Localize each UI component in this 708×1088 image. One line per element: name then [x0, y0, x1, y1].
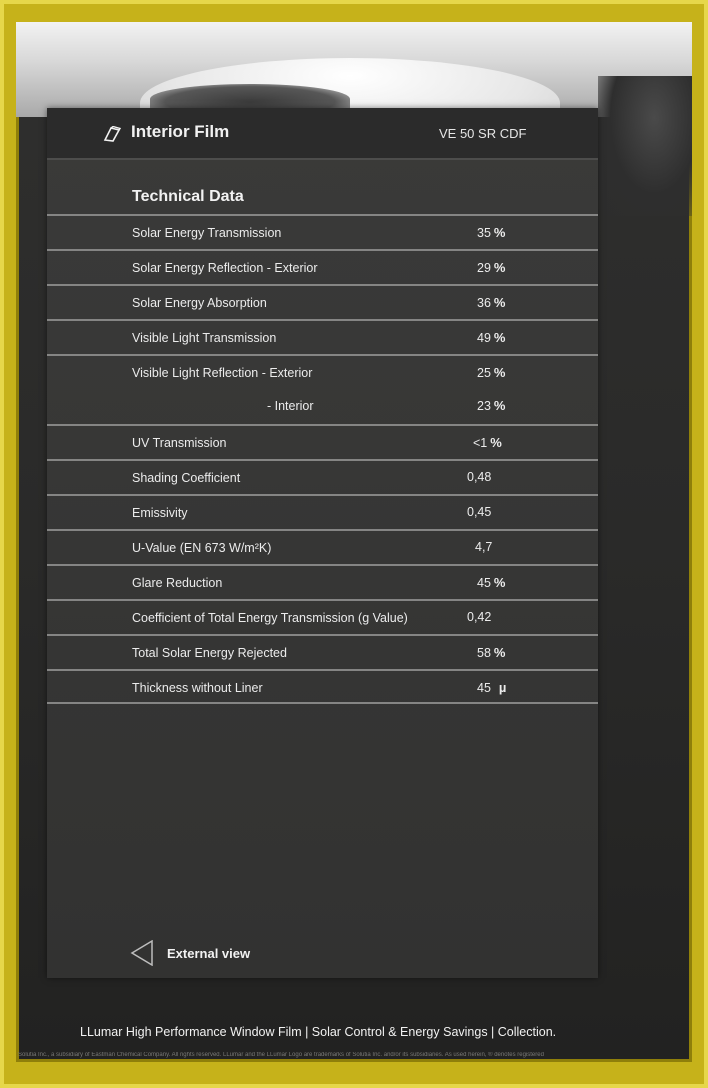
- row-label: Coefficient of Total Energy Transmission (g Value): [132, 611, 408, 625]
- table-row: [47, 284, 598, 319]
- table-row: [47, 249, 598, 284]
- row-label: Solar Energy Transmission: [132, 226, 282, 240]
- row-value: 4,7: [475, 540, 493, 554]
- panel-header: [47, 108, 598, 160]
- footer-tagline: LLumar High Performance Window Film | Solar Control & Energy Savings | Collection.: [80, 1025, 557, 1039]
- table-row: [47, 424, 598, 459]
- film-sheet-icon: [103, 126, 121, 142]
- table-row: [47, 564, 598, 599]
- table-row: [47, 354, 598, 389]
- data-panel: [47, 108, 598, 978]
- row-value: 0,42: [467, 610, 492, 624]
- tree-right-background: [598, 76, 692, 216]
- row-value: 0,48: [467, 470, 492, 484]
- row-label: UV Transmission: [132, 436, 227, 450]
- row-value: 58 %: [477, 645, 506, 660]
- footer-fineprint: Solutia Inc., a subsidiary of Eastman Chemical Company. All rights reserved. LLumar and the LLumar Logo are trademarks of Solutia Inc. and/or its subsidiaries. As used herein, ® denotes registered: [18, 1052, 544, 1058]
- table-row: [47, 319, 598, 354]
- row-label: Visible Light Reflection - Exterior: [132, 366, 313, 380]
- row-value: 29 %: [477, 260, 506, 275]
- row-value: 36 %: [477, 295, 506, 310]
- table-row: [47, 634, 598, 669]
- row-label: - Interior: [267, 399, 314, 413]
- external-view-label: External view: [167, 946, 251, 961]
- table-row: [47, 669, 598, 704]
- table-row: [47, 494, 598, 529]
- table-row: [47, 529, 598, 564]
- table-row: [47, 599, 598, 634]
- row-value: 25 %: [477, 365, 506, 380]
- table-row: [47, 459, 598, 494]
- product-code: VE 50 SR CDF: [439, 126, 527, 141]
- table-row: [47, 214, 598, 249]
- row-value: 0,45: [467, 505, 492, 519]
- row-value: 45 %: [477, 575, 506, 590]
- table-row: [47, 389, 598, 424]
- row-value: 45 µ: [477, 680, 507, 695]
- row-value: 49 %: [477, 330, 506, 345]
- row-value: 35 %: [477, 225, 506, 240]
- row-label: Thickness without Liner: [132, 681, 263, 695]
- row-label: Shading Coefficient: [132, 471, 241, 485]
- row-label: Visible Light Transmission: [132, 331, 277, 345]
- technical-data-table: [47, 214, 598, 704]
- row-value: 23 %: [477, 398, 506, 413]
- row-label: Emissivity: [132, 506, 188, 520]
- row-label: Glare Reduction: [132, 576, 223, 590]
- triangle-left-icon: [130, 940, 154, 966]
- section-title: Technical Data: [132, 188, 244, 205]
- header-title: Interior Film: [131, 122, 230, 141]
- row-label: Solar Energy Reflection - Exterior: [132, 261, 318, 275]
- row-label: U-Value (EN 673 W/m²K): [132, 541, 272, 555]
- row-value: <1 %: [473, 435, 502, 450]
- row-label: Solar Energy Absorption: [132, 296, 267, 310]
- row-label: Total Solar Energy Rejected: [132, 646, 287, 660]
